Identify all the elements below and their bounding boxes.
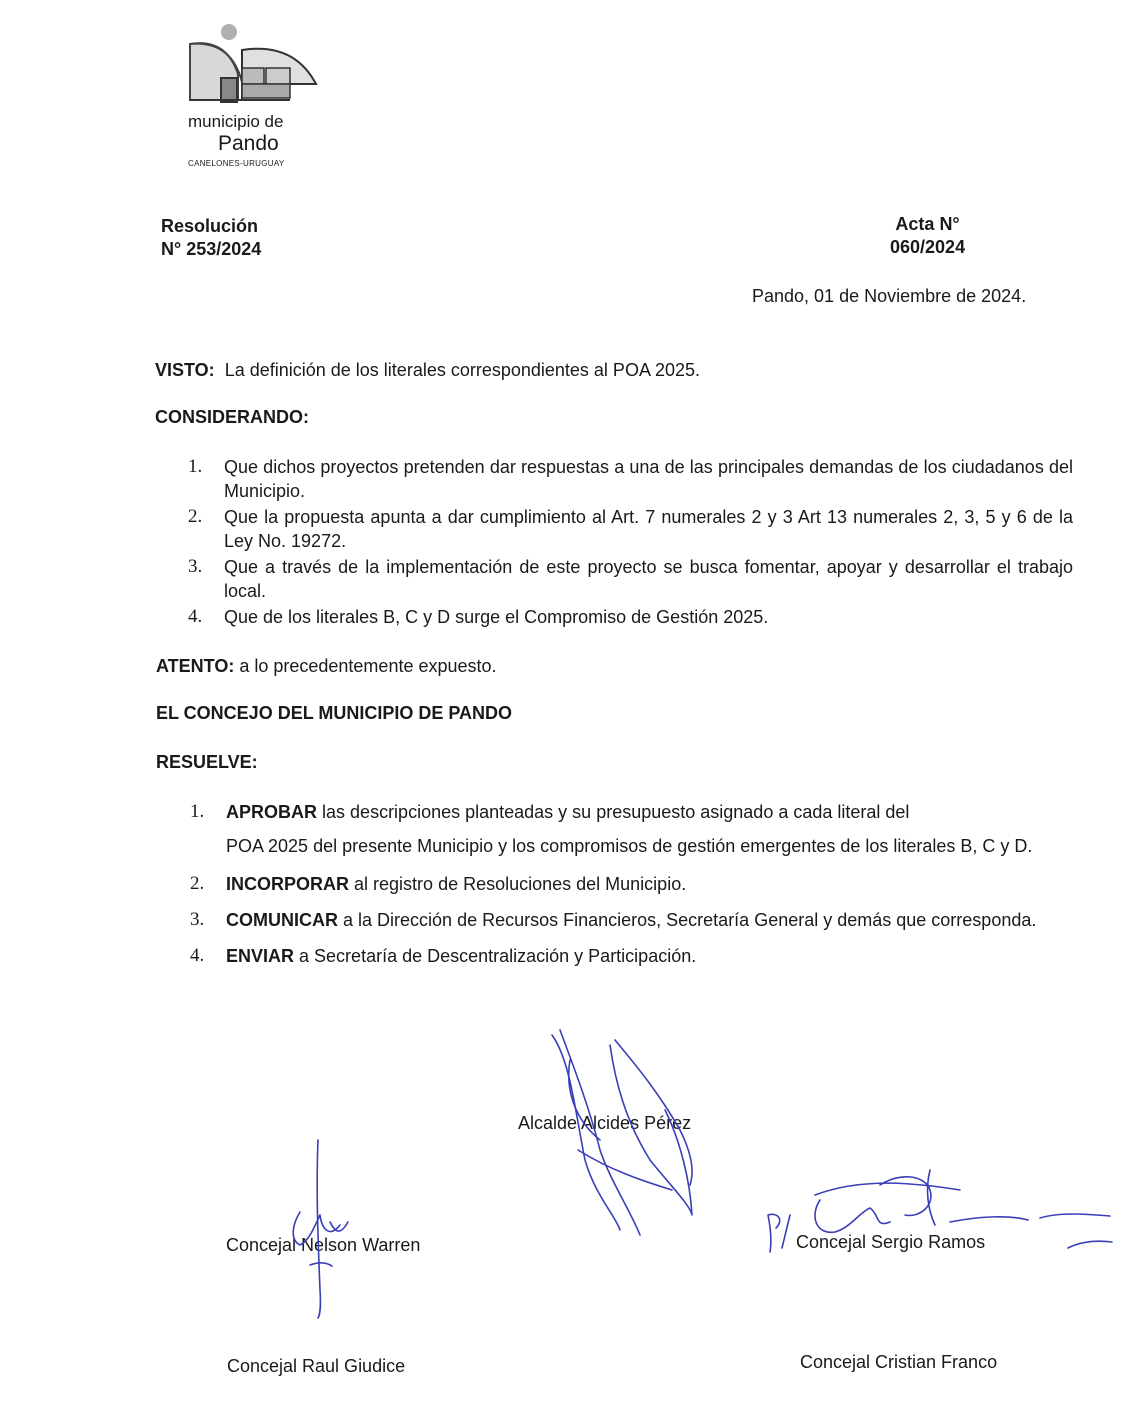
item-number: 2. — [190, 873, 205, 894]
signature-scribble-warren — [293, 1140, 348, 1318]
signature-alcalde: Alcalde Alcides Pérez — [518, 1113, 692, 1133]
item-number: 1. — [188, 456, 203, 477]
letterhead-line3: CANELONES-URUGUAY — [188, 159, 285, 168]
item-text: Que de los literales B, C y D surge el Compromiso de Gestión 2025. — [224, 607, 769, 627]
item-text: al registro de Resoluciones del Municipio. — [354, 874, 687, 894]
item-number: 4. — [188, 606, 203, 627]
item-text: Que dichos proyectos pretenden dar respuestas a una de las principales demandas de los ciudadanos del Municipio. — [224, 457, 1073, 501]
item-number: 3. — [190, 909, 205, 930]
atento-text: a lo precedentemente expuesto. — [239, 656, 497, 676]
document-date: Pando, 01 de Noviembre de 2024. — [752, 286, 1027, 306]
item-text: a la Dirección de Recursos Financieros, Secretaría General y demás que corresponda. — [343, 910, 1037, 930]
visto-label: VISTO: — [155, 360, 215, 380]
item-continuation: POA 2025 del presente Municipio y los compromisos de gestión emergentes de los literales B, C y D. — [226, 836, 1033, 856]
acta-label: Acta N° — [895, 214, 960, 234]
item-verb: APROBAR — [226, 802, 318, 822]
letterhead-line1: municipio de — [188, 112, 284, 131]
item-verb: COMUNICAR — [226, 910, 338, 930]
item-number: 1. — [190, 801, 205, 822]
item-text: Que a través de la implementación de este proyecto se busca fomentar, apoyar y desarrollar el trabajo local. — [224, 557, 1073, 601]
resolution-label: Resolución — [161, 216, 259, 236]
resolution-value: N° 253/2024 — [161, 239, 262, 259]
item-text: las descripciones planteadas y su presupuesto asignado a cada literal del — [322, 802, 910, 822]
item-text: Que la propuesta apunta a dar cumplimiento al Art. 7 numerales 2 y 3 Art 13 numerales 2, 3, 5 y 6 de la Ley No. 19272. — [224, 507, 1073, 551]
considerando-heading: CONSIDERANDO: — [155, 407, 310, 427]
signature-ramos: Concejal Sergio Ramos — [796, 1232, 986, 1252]
visto-text: La definición de los literales correspondientes al POA 2025. — [224, 360, 700, 380]
resuelve-heading: RESUELVE: — [156, 752, 258, 772]
concejo-heading: EL CONCEJO DEL MUNICIPIO DE PANDO — [156, 703, 513, 723]
item-number: 3. — [188, 556, 203, 577]
signature-warren: Concejal Nelson Warren — [226, 1235, 421, 1255]
item-number: 2. — [188, 506, 203, 527]
item-verb: INCORPORAR — [226, 874, 350, 894]
signature-scribble-ramos — [768, 1170, 1112, 1252]
acta-value: 060/2024 — [890, 237, 966, 257]
signature-scribble-alcalde — [552, 1030, 692, 1235]
letterhead-line2: Pando — [218, 132, 279, 155]
signature-giudice: Concejal Raul Giudice — [227, 1356, 406, 1376]
item-text: a Secretaría de Descentralización y Participación. — [299, 946, 697, 966]
atento-label: ATENTO: — [156, 656, 235, 676]
item-verb: ENVIAR — [226, 946, 295, 966]
signature-franco: Concejal Cristian Franco — [800, 1352, 998, 1372]
item-number: 4. — [190, 945, 205, 966]
